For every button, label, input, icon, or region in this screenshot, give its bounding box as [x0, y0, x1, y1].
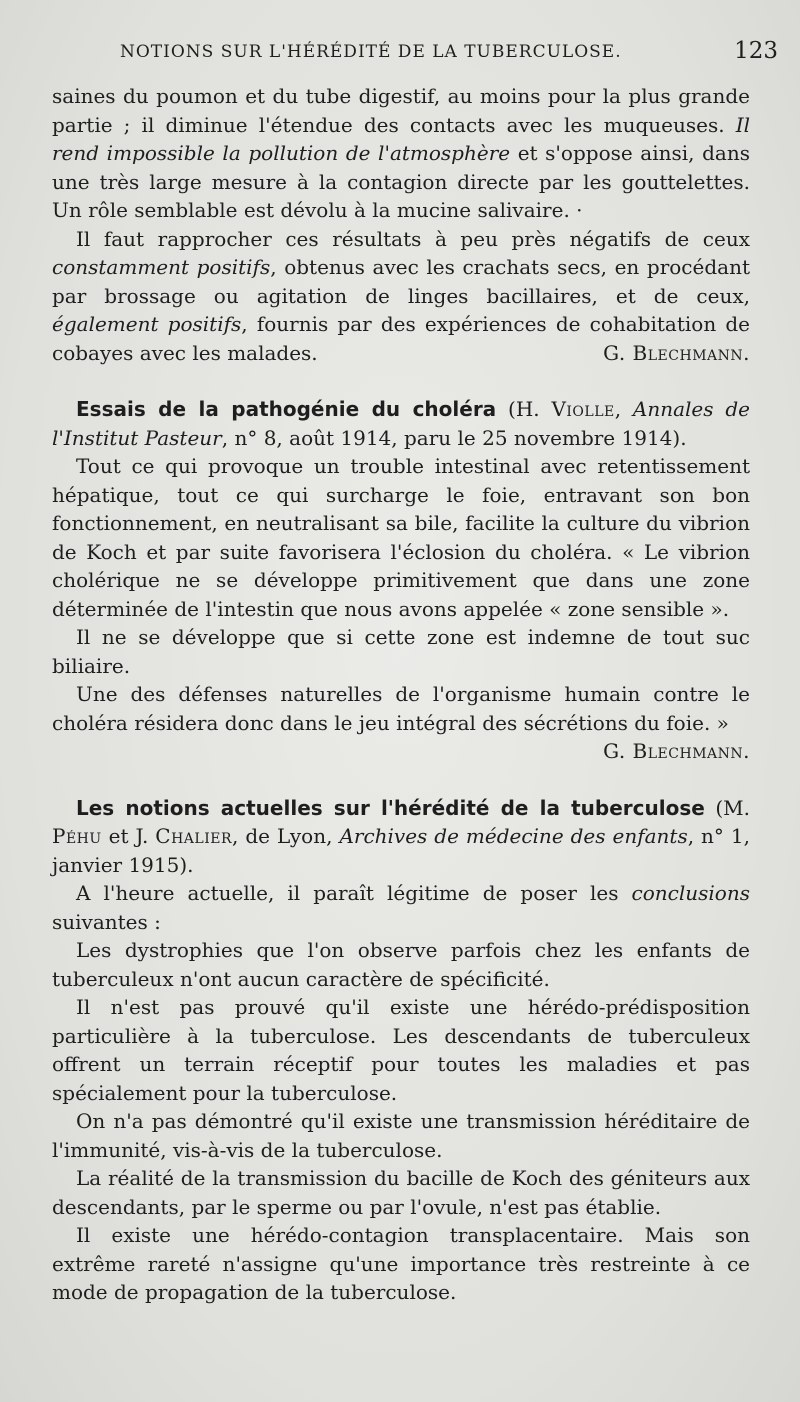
article-title: Essais de la pathogénie du choléra: [76, 397, 497, 421]
paragraph: saines du poumon et du tube digestif, au moins pour la plus grande partie ; il diminue l'étendue des contacts avec les muqueuses. Il rend impossible la pollution de l'atmosphère et s'oppose ainsi, dans une très large mesure à la contagion directe par les gouttelettes. Un rôle semblable est dévolu à la mucine salivaire. ·: [52, 84, 750, 222]
signature: G. Blechmann.: [603, 340, 750, 365]
italic-phrase: également positifs: [52, 312, 242, 336]
article-heading: Essais de la pathogénie du choléra (H. Violle, Annales de l'Institut Pasteur, n° 8, août 1914, paru le 25 novembre 1914).: [52, 397, 750, 450]
italic-phrase: conclusions: [631, 881, 750, 905]
paragraph: Il ne se développe que si cette zone est indemne de tout suc biliaire.: [52, 625, 750, 678]
paragraph: Il existe une hérédo-contagion transplacentaire. Mais son extrême rareté n'assigne qu'une importance très restreinte à ce mode de propagation de la tuberculose.: [52, 1223, 750, 1304]
paragraph: La réalité de la transmission du bacille de Koch des géniteurs aux descendants, par le sperme ou par l'ovule, n'est pas établie.: [52, 1166, 750, 1219]
running-head: NOTIONS SUR L'HÉRÉDITÉ DE LA TUBERCULOSE.: [120, 42, 622, 62]
paragraph: Il n'est pas prouvé qu'il existe une hérédo-prédisposition particulière à la tuberculose. Les descendants de tuberculeux offrent un terrain réceptif pour toutes les maladies et pas spécialement pour la tuberculose.: [52, 995, 750, 1105]
journal-name: Annales de l'Institut Pasteur: [52, 397, 750, 450]
article-heading: Les notions actuelles sur l'hérédité de la tuberculose (M. Péhu et J. Chalier, de Lyon, Archives de médecine des enfants, n° 1, janvier 1915).: [52, 795, 751, 877]
paragraph: A l'heure actuelle, il paraît légitime de poser les conclusions suivantes :: [52, 881, 750, 934]
page-body: [52, 82, 750, 1307]
italic-phrase: Il rend impossible la pollution de l'atmosphère: [52, 112, 750, 165]
article-title: Les notions actuelles sur l'hérédité de la tuberculose: [76, 795, 705, 820]
author: Violle: [551, 397, 615, 421]
italic-phrase: constamment positifs: [52, 255, 271, 279]
signature: G. Blechmann.: [603, 739, 750, 763]
page-number: 123: [734, 38, 778, 64]
page-header: [52, 40, 782, 74]
paragraph: Il faut rapprocher ces résultats à peu près négatifs de ceux constamment positifs, obtenus avec les crachats secs, en procédant par brossage ou agitation de linges bacillaires, et de ceux, également positifs, fournis par des expériences de cohabitation de cobayes avec les malades. G. Blechmann.: [52, 225, 750, 368]
author: Péhu: [52, 824, 102, 848]
journal-name: Archives de médecine des enfants: [339, 824, 688, 848]
paragraph: Les dystrophies que l'on observe parfois chez les enfants de tuberculeux n'ont aucun caractère de spécificité.: [52, 938, 750, 991]
author: Chalier: [155, 824, 233, 848]
paragraph: Tout ce qui provoque un trouble intestinal avec retentissement hépatique, tout ce qui surcharge le foie, entravant son bon fonctionnement, en neutralisant sa bile, facilite la culture du vibrion de Koch et par suite favorisera l'éclosion du choléra. « Le vibrion cholérique ne se développe primitivement que dans une zone déterminée de l'intestin que nous avons appelée « zone sensible ».: [52, 454, 750, 621]
paragraph: Une des défenses naturelles de l'organisme humain contre le choléra résidera donc dans le jeu intégral des sécrétions du foie. »: [52, 682, 750, 735]
paragraph: On n'a pas démontré qu'il existe une transmission héréditaire de l'immunité, vis-à-vis de la tuberculose.: [52, 1109, 750, 1162]
